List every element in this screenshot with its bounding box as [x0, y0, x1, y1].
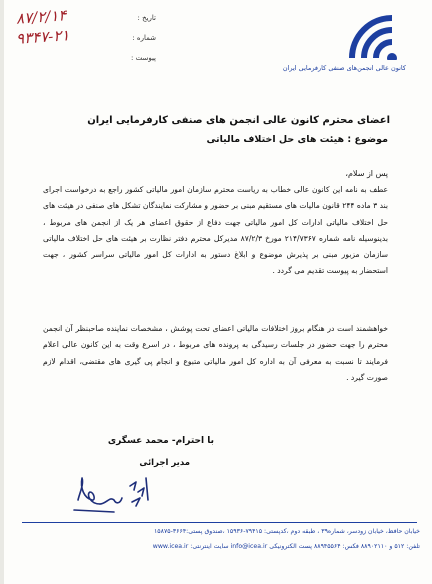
number-row	[6, 28, 156, 48]
recipient-line: اعضای محترم کانون عالی انجمن های صنفی کارفرمایی ایران	[87, 115, 390, 126]
organization-logo	[282, 14, 406, 72]
logo-caption: کانون عالی انجمن‌های صنفی کارفرمایی ایران	[282, 64, 406, 72]
footer-contacts: تلفن: ۵۱۲ و ۸۸۹۰۲۱۱۰ فکس: ۸۸۹۴۵۵۶۴ پست الکترونیکی info@icea.ir سایت اینترنتی: www.icea.ir	[152, 543, 420, 550]
date-value: ۸۷/۲/۱۴	[15, 6, 67, 28]
attachment-label: پیوست :	[131, 54, 156, 62]
salutation: پس از سلام،	[345, 169, 388, 178]
number-label: شماره :	[132, 34, 156, 42]
attachment-row	[6, 48, 156, 68]
date-row	[6, 8, 156, 28]
number-value: ۹۳۴۷-۲۱	[15, 26, 70, 48]
scan-edge	[0, 0, 4, 584]
handwritten-signature-icon	[70, 470, 160, 516]
date-label: تاریخ :	[137, 14, 156, 22]
body-paragraph-2: خواهشمند است در هنگام بروز اختلافات مالیاتی اعضای تحت پوشش ، مشخصات نماینده صاحبنظر آن انجمن محترم را جهت حضور در جلسات رسیدگی به پرونده های مربوط ، در اسرع وقت به این کانون عالی اعلام فرمایند تا نسبت به معرفی آن به اداره کل امور مالیاتی متبوع و انجام پی گیری های مقتضی، اقدام لازم صورت گیرد .	[43, 324, 388, 382]
closing-regards: با احترام- محمد عسگری	[107, 436, 214, 446]
footer-divider	[22, 522, 417, 523]
letter-meta	[6, 8, 156, 78]
wifi-arcs-logo-icon	[348, 14, 400, 60]
signer-title: مدیر اجرائی	[139, 458, 190, 468]
body-paragraph-1: عطف به نامه این کانون عالی خطاب به ریاست محترم سازمان امور مالیاتی کشور راجع به درخواست اجرای بند ۳ ماده ۲۴۴ قانون مالیات های مستقیم مبنی بر حضور و مشارکت نمایندگان تشکل های صنفی در هیئت های حل اختلاف مالیاتی ادارات کل امور مالیاتی جهت دفاع از حقوق اعضای هر یک از انجمن های مربوط ، بدینوسیله نامه شماره ۲۱۴/۷۳۶۷ مورخ ۸۷/۲/۳ مدیرکل محترم دفتر نظارت بر هیئت های حل اختلاف مالیاتی سازمان مزبور مبنی بر پذیرش موضوع و ابلاغ دستور به ادارات کل امور مالیاتی سراسر کشور ، جهت استحضار به پیوست تقدیم می گردد .	[43, 185, 389, 276]
subject-line: موضوع : هیئت های حل اختلاف مالیاتی	[206, 134, 388, 145]
footer-address: خیابان حافظ، خیابان زودسر، شماره۳۹ ، طبقه دوم ،کدپستی: ۷۹۴۱۵-۱۵۹۳۶ ،صندوق پستی:۳۶۶۴-۱۵۸۷۵	[153, 528, 420, 535]
